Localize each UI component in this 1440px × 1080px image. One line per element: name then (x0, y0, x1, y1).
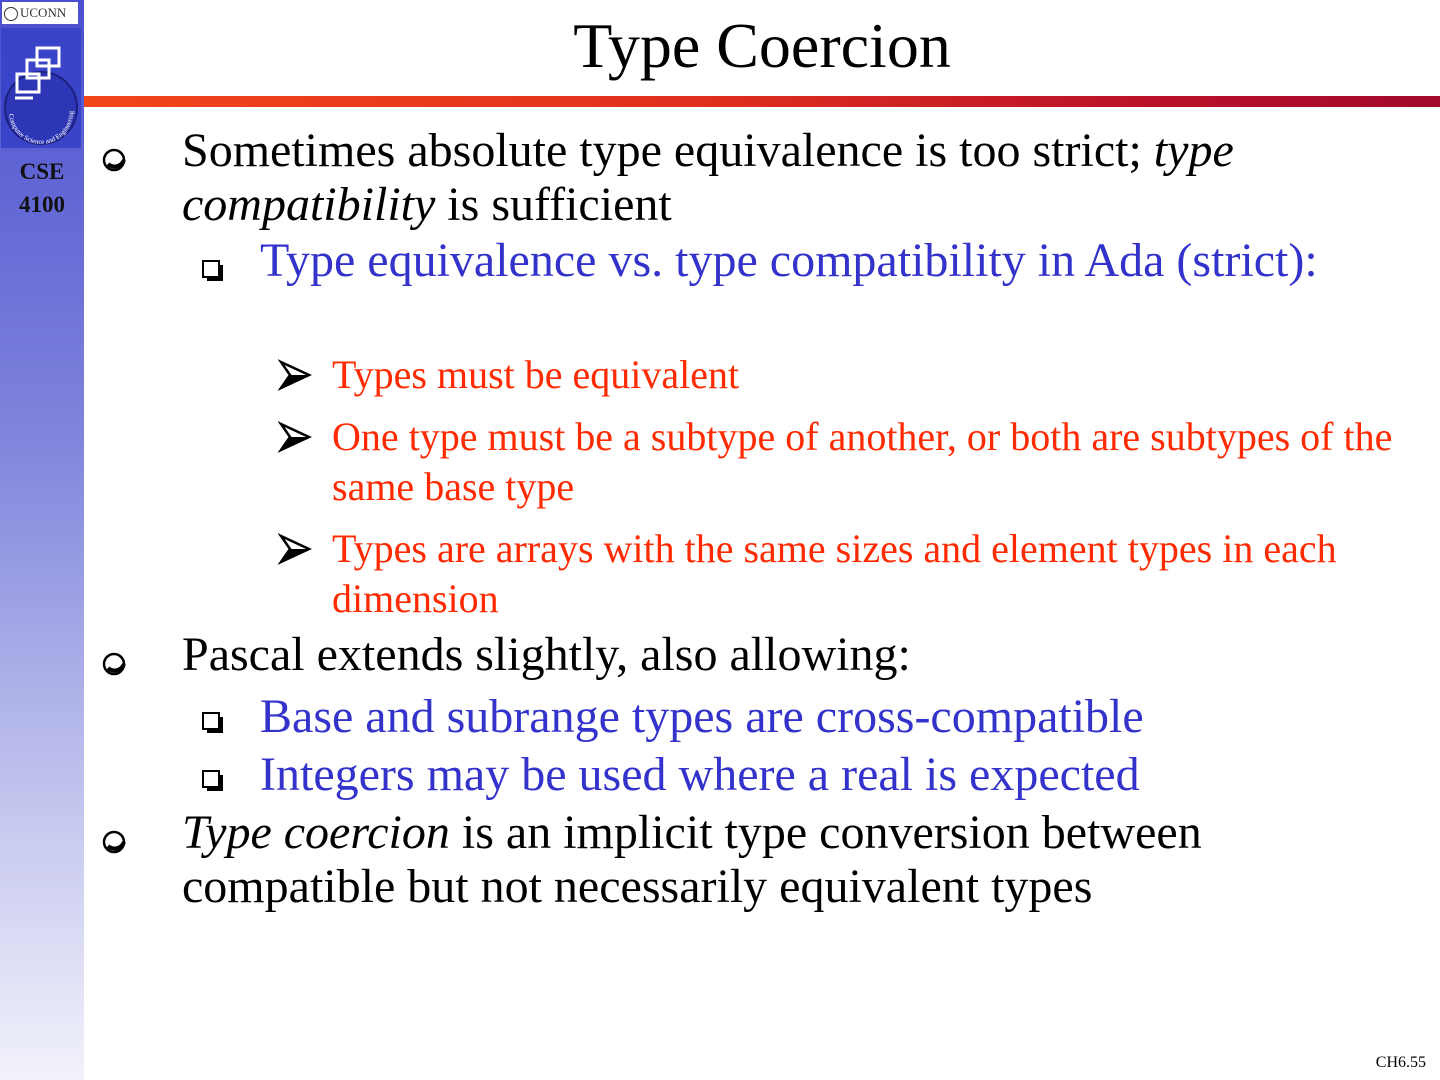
bullet-text: Sometimes absolute type equivalence is too strict; type compatibility is sufficient (182, 124, 1234, 231)
hollow-circle-bullet-icon (100, 132, 128, 186)
bullet-text: Integers may be used where a real is expected (260, 748, 1140, 801)
square-bullet-icon (200, 694, 226, 748)
svg-text:Computer Science and Engineeri: Computer Science and Engineering (6, 110, 76, 147)
course-number: 4100 (19, 192, 65, 217)
page-number: CH6.55 (1375, 1054, 1426, 1071)
university-badge (2, 2, 78, 24)
bullet-text: Type equivalence vs. type compatibility in Ada (strict): (260, 234, 1318, 287)
arrowhead-bullet-icon (278, 416, 312, 466)
bullet-text: Base and subrange types are cross-compatible (260, 690, 1144, 743)
seal-icon (4, 7, 18, 21)
bullet-text: One type must be a subtype of another, or both are subtypes of the same base type (332, 414, 1393, 509)
bullet-text: Pascal extends slightly, also allowing: (182, 628, 911, 681)
arrowhead-bullet-icon (278, 528, 312, 578)
square-bullet-icon (200, 242, 226, 296)
square-bullet-icon (200, 752, 226, 806)
course-subject: CSE (19, 159, 65, 184)
title-divider (84, 96, 1440, 107)
bullet-text: Type coercion is an implicit type conversion between compatible but not necessarily equivalent types (182, 806, 1202, 913)
bullet-text: Types are arrays with the same sizes and element types in each dimension (332, 526, 1337, 621)
hollow-circle-bullet-icon (100, 636, 128, 690)
sidebar (0, 0, 84, 1080)
department-logo (1, 28, 81, 148)
bullet-text: Types must be equivalent (332, 352, 740, 397)
university-name: UCONN (20, 5, 67, 20)
slide-title: Type Coercion (573, 10, 951, 81)
arrowhead-bullet-icon (278, 354, 312, 404)
course-code (0, 155, 84, 221)
hollow-circle-bullet-icon (100, 814, 128, 868)
